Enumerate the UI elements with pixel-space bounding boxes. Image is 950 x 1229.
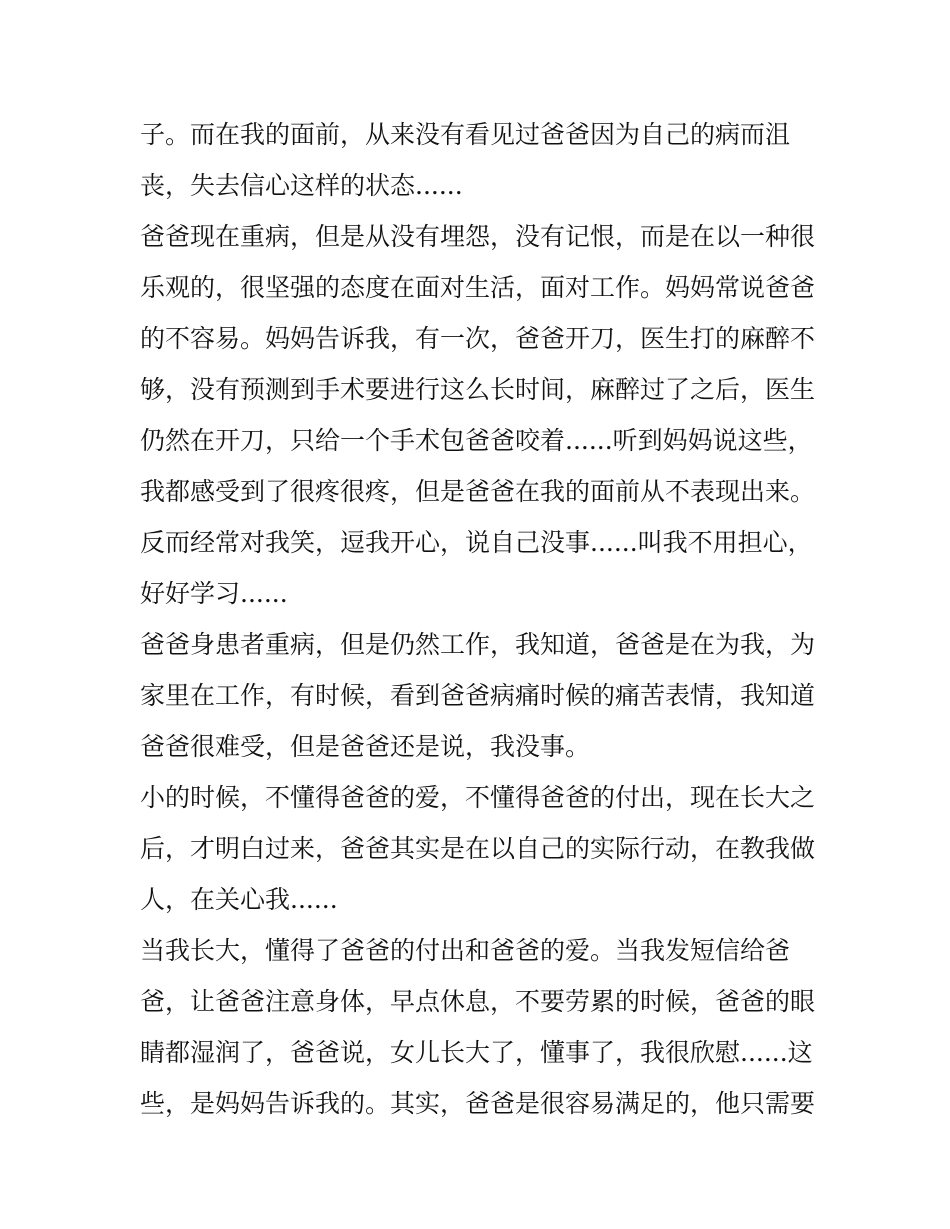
text-line: 小的时候，不懂得爸爸的爱，不懂得爸爸的付出，现在长大之 bbox=[140, 783, 815, 812]
text-line: 够，没有预测到手术要进行这么长时间，麻醉过了之后，医生 bbox=[140, 375, 815, 404]
text-line: 爸爸很难受，但是爸爸还是说，我没事。 bbox=[140, 732, 591, 761]
text-line: 后，才明白过来，爸爸其实是在以自己的实际行动，在教我做 bbox=[140, 834, 815, 863]
text-line: 我都感受到了很疼很疼，但是爸爸在我的面前从不表现出来。 bbox=[140, 477, 815, 506]
text-line: 乐观的，很坚强的态度在面对生活，面对工作。妈妈常说爸爸 bbox=[140, 273, 815, 302]
text-line: 爸爸现在重病，但是从没有埋怨，没有记恨，而是在以一种很 bbox=[140, 222, 815, 251]
text-line: 爸，让爸爸注意身体，早点休息，不要劳累的时候，爸爸的眼 bbox=[140, 987, 815, 1016]
text-line: 些，是妈妈告诉我的。其实，爸爸是很容易满足的，他只需要 bbox=[140, 1089, 815, 1118]
text-line: 人，在关心我...... bbox=[140, 885, 338, 914]
text-line: 仍然在开刀，只给一个手术包爸爸咬着......听到妈妈说这些， bbox=[140, 426, 813, 455]
text-line: 当我长大，懂得了爸爸的付出和爸爸的爱。当我发短信给爸 bbox=[140, 936, 791, 965]
document-body bbox=[140, 109, 815, 1129]
text-line: 好好学习...... bbox=[140, 579, 288, 608]
text-line: 子。而在我的面前，从来没有看见过爸爸因为自己的病而沮 bbox=[140, 120, 791, 149]
text-line: 爸爸身患者重病，但是仍然工作，我知道，爸爸是在为我，为 bbox=[140, 630, 815, 659]
text-line: 反而经常对我笑，逗我开心，说自己没事......叫我不用担心， bbox=[140, 528, 813, 557]
text-line: 丧，失去信心这样的状态...... bbox=[140, 171, 463, 200]
text-line: 睛都湿润了，爸爸说，女儿长大了，懂事了，我很欣慰......这 bbox=[140, 1038, 813, 1067]
text-line: 家里在工作，有时候，看到爸爸病痛时候的痛苦表情，我知道 bbox=[140, 681, 815, 710]
text-line: 的不容易。妈妈告诉我，有一次，爸爸开刀，医生打的麻醉不 bbox=[140, 324, 815, 353]
